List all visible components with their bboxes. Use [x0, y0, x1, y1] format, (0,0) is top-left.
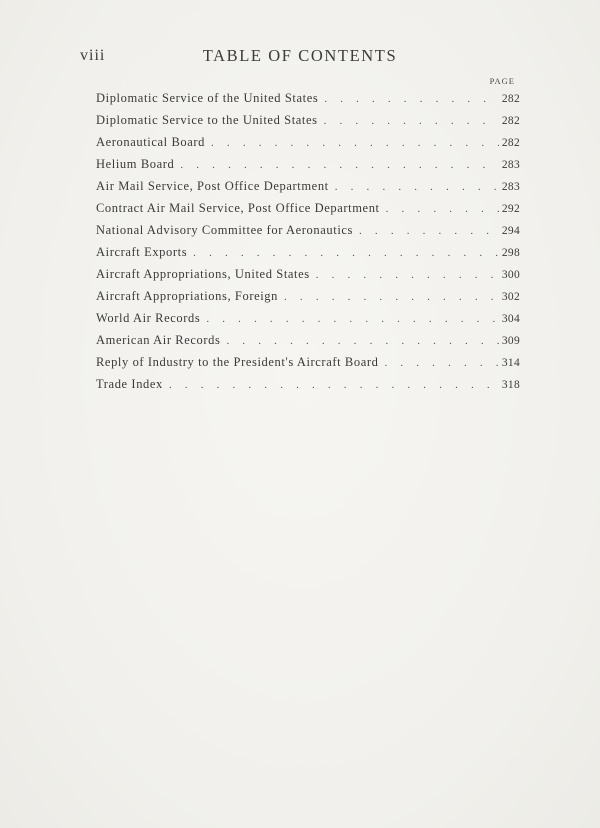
toc-entry-title: Aeronautical Board [96, 135, 206, 149]
dot-leader [318, 110, 499, 131]
dot-leader [187, 242, 499, 263]
toc-entry-title: Contract Air Mail Service, Post Office Department [96, 201, 380, 215]
toc-entry-page: 282 [501, 137, 520, 149]
toc-entry [96, 351, 520, 373]
toc-entry-page: 283 [501, 181, 520, 193]
toc-entry-title: Trade Index [96, 377, 163, 391]
dot-leader [220, 330, 498, 351]
toc-entry [96, 175, 520, 197]
toc-entry-title: Air Mail Service, Post Office Department [96, 179, 329, 193]
dot-leader [353, 220, 499, 241]
toc-entry [96, 87, 520, 109]
toc-entry-page: 304 [501, 313, 520, 325]
dot-leader [378, 352, 498, 373]
toc-entry-title: Diplomatic Service to the United States [96, 113, 318, 127]
toc-entry [96, 373, 520, 395]
toc-entry-title: World Air Records [96, 311, 201, 325]
table-of-contents [96, 87, 520, 395]
toc-entry-page: 300 [501, 269, 520, 281]
dot-leader [380, 198, 499, 219]
toc-entry [96, 197, 520, 219]
page-column-label: PAGE [489, 76, 515, 86]
page-number: viii [80, 47, 106, 64]
dot-leader [278, 286, 499, 307]
toc-entry-page: 283 [501, 159, 520, 171]
toc-entry-title: Reply of Industry to the President's Aircraft Board [96, 355, 379, 369]
toc-entry-page: 292 [501, 203, 520, 215]
toc-entry-title: Helium Board [96, 157, 175, 171]
dot-leader [174, 154, 498, 175]
toc-entry-page: 302 [501, 291, 520, 303]
toc-entry-page: 309 [501, 335, 520, 347]
toc-entry [96, 241, 520, 263]
toc-entry [96, 263, 520, 285]
dot-leader [205, 132, 499, 153]
toc-entry [96, 109, 520, 131]
toc-entry-page: 298 [501, 247, 520, 259]
toc-entry [96, 219, 520, 241]
toc-entry-title: American Air Records [96, 333, 221, 347]
running-head: TABLE OF CONTENTS [202, 46, 398, 65]
dot-leader [310, 264, 499, 285]
toc-entry-page: 318 [501, 379, 520, 391]
dot-leader [318, 88, 499, 109]
toc-entry [96, 285, 520, 307]
toc-entry-page: 294 [501, 225, 520, 237]
toc-entry-page: 282 [501, 115, 520, 127]
toc-entry [96, 131, 520, 153]
toc-entry [96, 329, 520, 351]
toc-entry-title: Diplomatic Service of the United States [96, 91, 319, 105]
dot-leader [163, 374, 499, 395]
dot-leader [200, 308, 499, 329]
toc-entry-title: Aircraft Appropriations, Foreign [96, 289, 279, 303]
toc-entry [96, 153, 520, 175]
toc-entry-title: Aircraft Exports [96, 245, 188, 259]
dot-leader [329, 176, 499, 197]
toc-entry-title: National Advisory Committee for Aeronautics [96, 223, 354, 237]
toc-entry-page: 282 [501, 93, 520, 105]
toc-entry [96, 307, 520, 329]
toc-entry-page: 314 [501, 357, 520, 369]
toc-entry-title: Aircraft Appropriations, United States [96, 267, 310, 281]
